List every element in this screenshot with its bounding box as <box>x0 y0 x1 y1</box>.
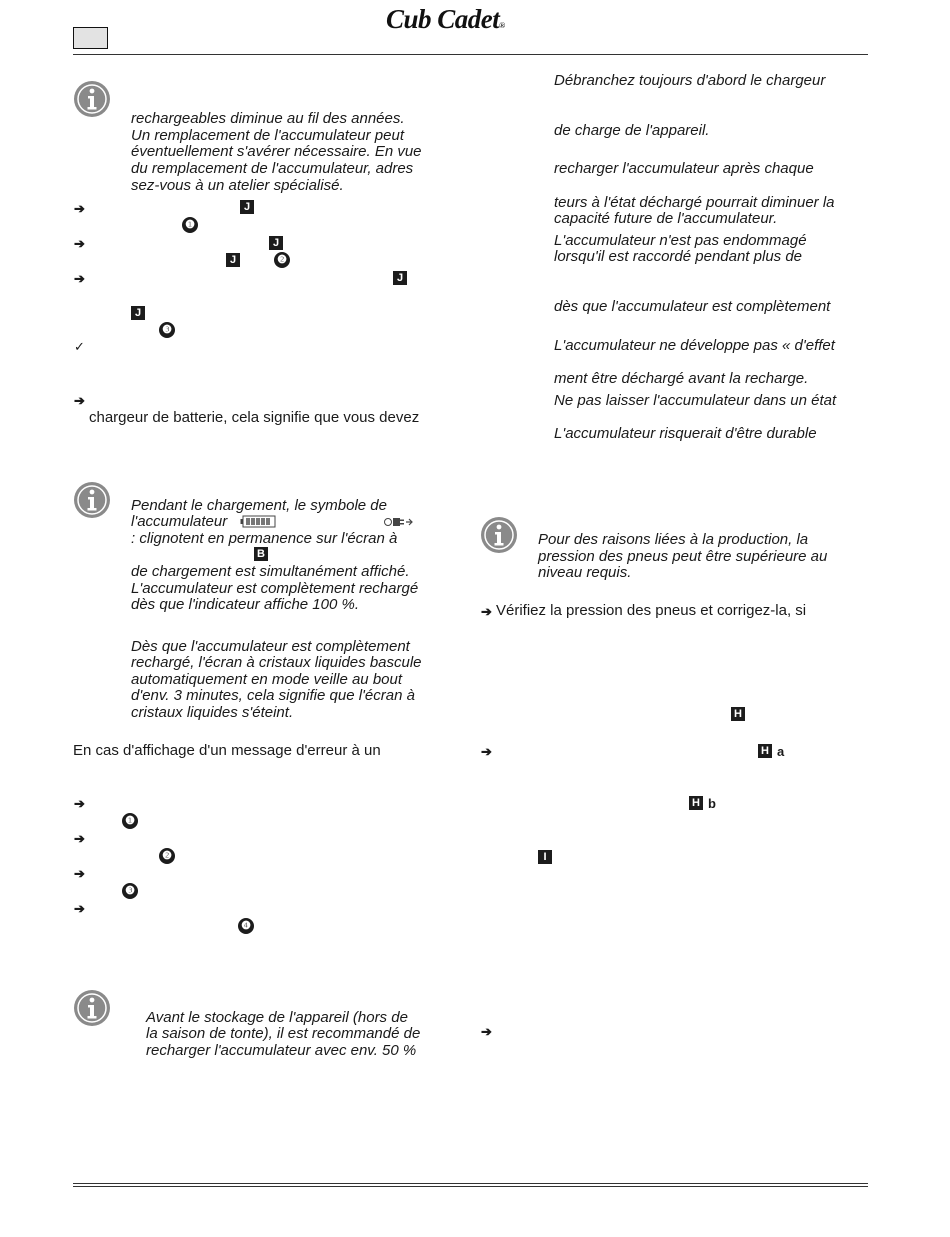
figure-label-J: J <box>131 306 145 320</box>
step-arrow-icon: ➔ <box>481 604 492 619</box>
charging-text-10: ment être déchargé avant la recharge. <box>554 370 809 387</box>
note-1-line-3: éventuellement s'avérer nécessaire. En vue <box>131 143 422 160</box>
tire-note-line-3: niveau requis. <box>538 564 632 581</box>
tire-note-line-2: pression des pneus peut être supérieure au <box>538 548 828 565</box>
charger-text: chargeur de batterie, cela signifie que vous devez <box>89 409 420 426</box>
charging-text-12: L'accumulateur risquerait d'être durable <box>554 425 817 442</box>
step-arrow-icon: ➔ <box>74 271 85 286</box>
step-number-2: ❷ <box>159 848 175 864</box>
step-number-1: ❶ <box>182 217 198 233</box>
note-3-line-3: recharger l'accumulateur avec env. 50 % <box>146 1042 417 1059</box>
charging-text-8: dès que l'accumulateur est complètement <box>554 298 831 315</box>
figure-label-B: B <box>254 547 268 561</box>
note-2-line-3: : clignotent en permanence sur l'écran à <box>131 530 398 547</box>
step-arrow-icon: ➔ <box>481 1024 492 1039</box>
note-2-line-2: l'accumulateur <box>131 513 228 530</box>
step-number-1: ❶ <box>122 813 138 829</box>
step-arrow-icon: ➔ <box>74 201 85 216</box>
note-1-line-1: rechargeables diminue au fil des années. <box>131 110 405 127</box>
figure-label-J: J <box>393 271 407 285</box>
note-2b-line-3: automatiquement en mode veille au bout <box>131 671 403 688</box>
brand-logo: Cub Cadet® <box>386 4 505 34</box>
note-2-line-6: dès que l'indicateur affiche 100 %. <box>131 596 360 613</box>
error-message-text: En cas d'affichage d'un message d'erreur à un <box>73 742 381 759</box>
note-3-line-2: la saison de tonte), il est recommandé de <box>146 1025 421 1042</box>
charging-text-11: Ne pas laisser l'accumulateur dans un état <box>554 392 837 409</box>
step-arrow-icon: ➔ <box>74 393 85 408</box>
figure-label-J: J <box>240 200 254 214</box>
charging-text-3: recharger l'accumulateur après chaque <box>554 160 814 177</box>
step-number-4: ❹ <box>238 918 254 934</box>
note-2b-line-5: cristaux liquides s'éteint. <box>131 704 294 721</box>
note-2b-line-2: rechargé, l'écran à cristaux liquides bascule <box>131 654 422 671</box>
note-2-line-4: de chargement est simultanément affiché. <box>131 563 410 580</box>
tire-pressure-step: Vérifiez la pression des pneus et corrigez-la, si <box>496 602 807 619</box>
step-arrow-icon: ➔ <box>481 744 492 759</box>
figure-label-J: J <box>269 236 283 250</box>
charging-text-1: Débranchez toujours d'abord le chargeur <box>554 72 826 89</box>
figure-label-I: I <box>538 850 552 864</box>
figure-sub-a: a <box>777 744 785 759</box>
figure-label-H: H <box>689 796 703 810</box>
step-arrow-icon: ➔ <box>74 236 85 251</box>
figure-label-J: J <box>226 253 240 267</box>
charging-text-7: lorsqu'il est raccordé pendant plus de <box>554 248 803 265</box>
info-icon <box>480 516 518 554</box>
note-1-line-4: du remplacement de l'accumulateur, adres <box>131 160 414 177</box>
step-arrow-icon: ➔ <box>74 831 85 846</box>
note-3-line-1: Avant le stockage de l'appareil (hors de <box>146 1009 408 1026</box>
step-arrow-icon: ➔ <box>74 796 85 811</box>
info-icon <box>73 989 111 1027</box>
note-2-line-1: Pendant le chargement, le symbole de <box>131 497 387 514</box>
footer-rule-top <box>73 1183 868 1184</box>
step-number-2: ❷ <box>274 252 290 268</box>
info-icon <box>73 80 111 118</box>
header-rule <box>73 54 868 55</box>
page-number-box <box>73 27 108 49</box>
check-icon: ✓ <box>74 339 85 354</box>
note-1-line-2: Un remplacement de l'accumulateur peut <box>131 127 405 144</box>
note-2-line-5: L'accumulateur est complètement rechargé <box>131 580 419 597</box>
step-arrow-icon: ➔ <box>74 866 85 881</box>
charging-text-2: de charge de l'appareil. <box>554 122 710 139</box>
charging-text-5: capacité future de l'accumulateur. <box>554 210 778 227</box>
figure-label-H: H <box>758 744 772 758</box>
note-2b-line-1: Dès que l'accumulateur est complètement <box>131 638 410 655</box>
figure-label-H: H <box>731 707 745 721</box>
info-icon <box>73 481 111 519</box>
note-2b-line-4: d'env. 3 minutes, cela signifie que l'écran à <box>131 687 415 704</box>
charging-plug-icon <box>384 516 416 528</box>
footer-rule-bottom <box>73 1186 868 1187</box>
step-arrow-icon: ➔ <box>74 901 85 916</box>
figure-sub-b: b <box>708 796 716 811</box>
note-1-line-5: sez-vous à un atelier spécialisé. <box>131 177 344 194</box>
tire-note-line-1: Pour des raisons liées à la production, la <box>538 531 809 548</box>
charging-text-9: L'accumulateur ne développe pas « d'effet <box>554 337 835 354</box>
charging-text-4: teurs à l'état déchargé pourrait diminuer la <box>554 194 835 211</box>
charging-text-6: L'accumulateur n'est pas endommagé <box>554 232 807 249</box>
step-number-3: ❸ <box>159 322 175 338</box>
step-number-3: ❸ <box>122 883 138 899</box>
battery-icon <box>240 515 276 528</box>
